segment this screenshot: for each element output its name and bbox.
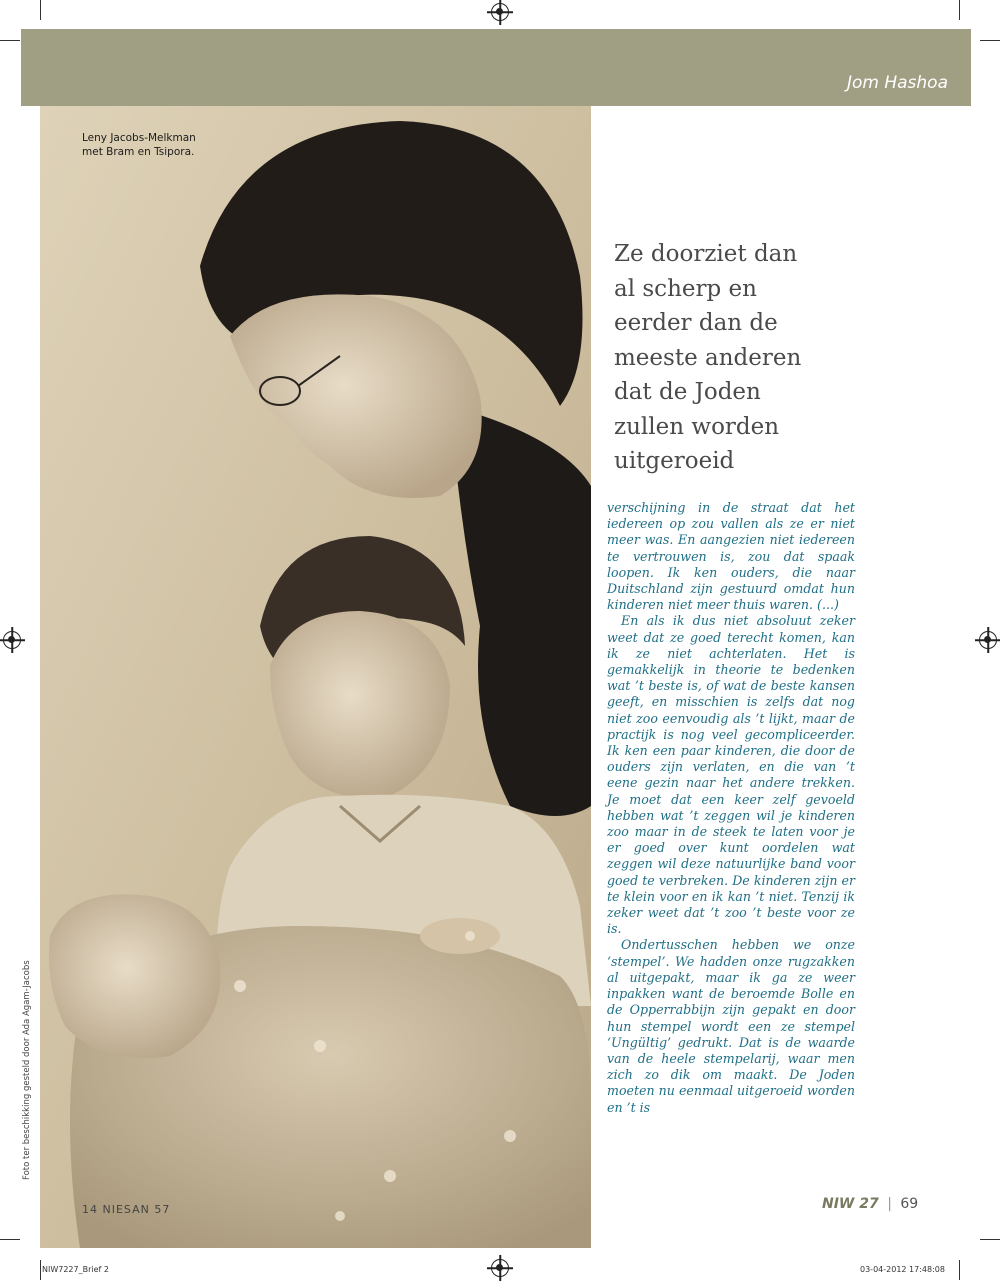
family-photo (40, 106, 591, 1248)
crop-mark (980, 1239, 1000, 1240)
photo-caption: Leny Jacobs-Melkman met Bram en Tsipora. (82, 132, 196, 158)
section-label: Jom Hashoa (846, 73, 948, 93)
crop-mark (959, 0, 960, 20)
pull-quote-line: eerder dan de (614, 310, 778, 336)
registration-mark-icon (3, 631, 21, 649)
body-paragraph: verschijning in de straat dat het iedereen op zou vallen als ze er niet meer was. En aangezien niet iedereen te vertrouwen is, zou dat spaak loopen. Ik ken ouders, die naar Duitschland zijn gestuurd omdat hun kinderen niet meer thuis waren. (...) (607, 500, 855, 613)
registration-mark-icon (491, 3, 509, 21)
pull-quote-line: al scherp en (614, 275, 757, 302)
pull-quote-line: dat de Joden (614, 379, 761, 405)
pull-quote-line: Ze doorziet dan (614, 241, 798, 267)
pull-quote-line: uitgeroeid (614, 448, 735, 474)
magazine-name: NIW 27 (822, 1196, 879, 1212)
crop-mark (980, 40, 1000, 41)
left-page-folio: 14 NIESAN 57 (82, 1203, 171, 1216)
crop-mark (959, 1260, 960, 1280)
page-number: 69 (900, 1196, 919, 1212)
registration-mark-icon (491, 1259, 509, 1277)
footer-separator: | (887, 1196, 892, 1212)
body-paragraph: Ondertusschen hebben we onze ‘stempel’. We hadden onze rugzakken al uitgepakt, maar ik ga ze weer inpakken want de beroemde Bolle en de Opperrabbijn zijn gepakt en door hun stempel wordt een ze stempel ‘Ungültig’ gedrukt. Dat is de waarde van de heele stempelarij, waar men zich zo dik om maakt. De Joden moeten nu eenmaal uitgeroeid worden en ’t is (607, 937, 855, 1115)
pull-quote (614, 237, 944, 479)
pull-quote-line: zullen worden (614, 413, 780, 440)
page-footer (822, 1196, 918, 1212)
pull-quote-line: meeste anderen (614, 344, 802, 371)
article-body (607, 500, 855, 1116)
print-slug-right: 03-04-2012 17:48:08 (860, 1265, 945, 1274)
print-slug-left: NIW7227_Brief 2 (42, 1265, 109, 1274)
photo-credit: Foto ter beschikking gesteld door Ada Agam-Jacobs (22, 960, 32, 1180)
registration-mark-icon (979, 631, 997, 649)
crop-mark (0, 40, 20, 41)
body-paragraph: En als ik dus niet absoluut zeker weet dat ze goed terecht komen, kan ik ze niet achterlaten. Het is gemakkelijk in theorie te bedenken wat ’t beste is, of wat de beste kansen geeft, en misschien is zelfs dat nog niet zoo eenvoudig als ’t lijkt, maar de practijk is nog veel gecompliceerder. Ik ken een paar kinderen, die door de ouders zijn verlaten, en die van ’t eene gezin naar het andere trekken. Je moet dat een keer zelf gevoeld hebben wat ’t zeggen wil je kinderen zoo maar in de steek te laten voor je er goed over kunt oordelen wat zeggen wil deze natuurlijke band voor goed te verbreken. De kinderen zijn er te klein voor en ik kan ’t niet. Tenzij ik zeker weet dat ’t zoo ’t beste voor ze is. (607, 613, 855, 937)
section-header-bar (21, 29, 971, 106)
crop-mark (40, 1260, 41, 1280)
crop-mark (40, 0, 41, 20)
crop-mark (0, 1239, 20, 1240)
